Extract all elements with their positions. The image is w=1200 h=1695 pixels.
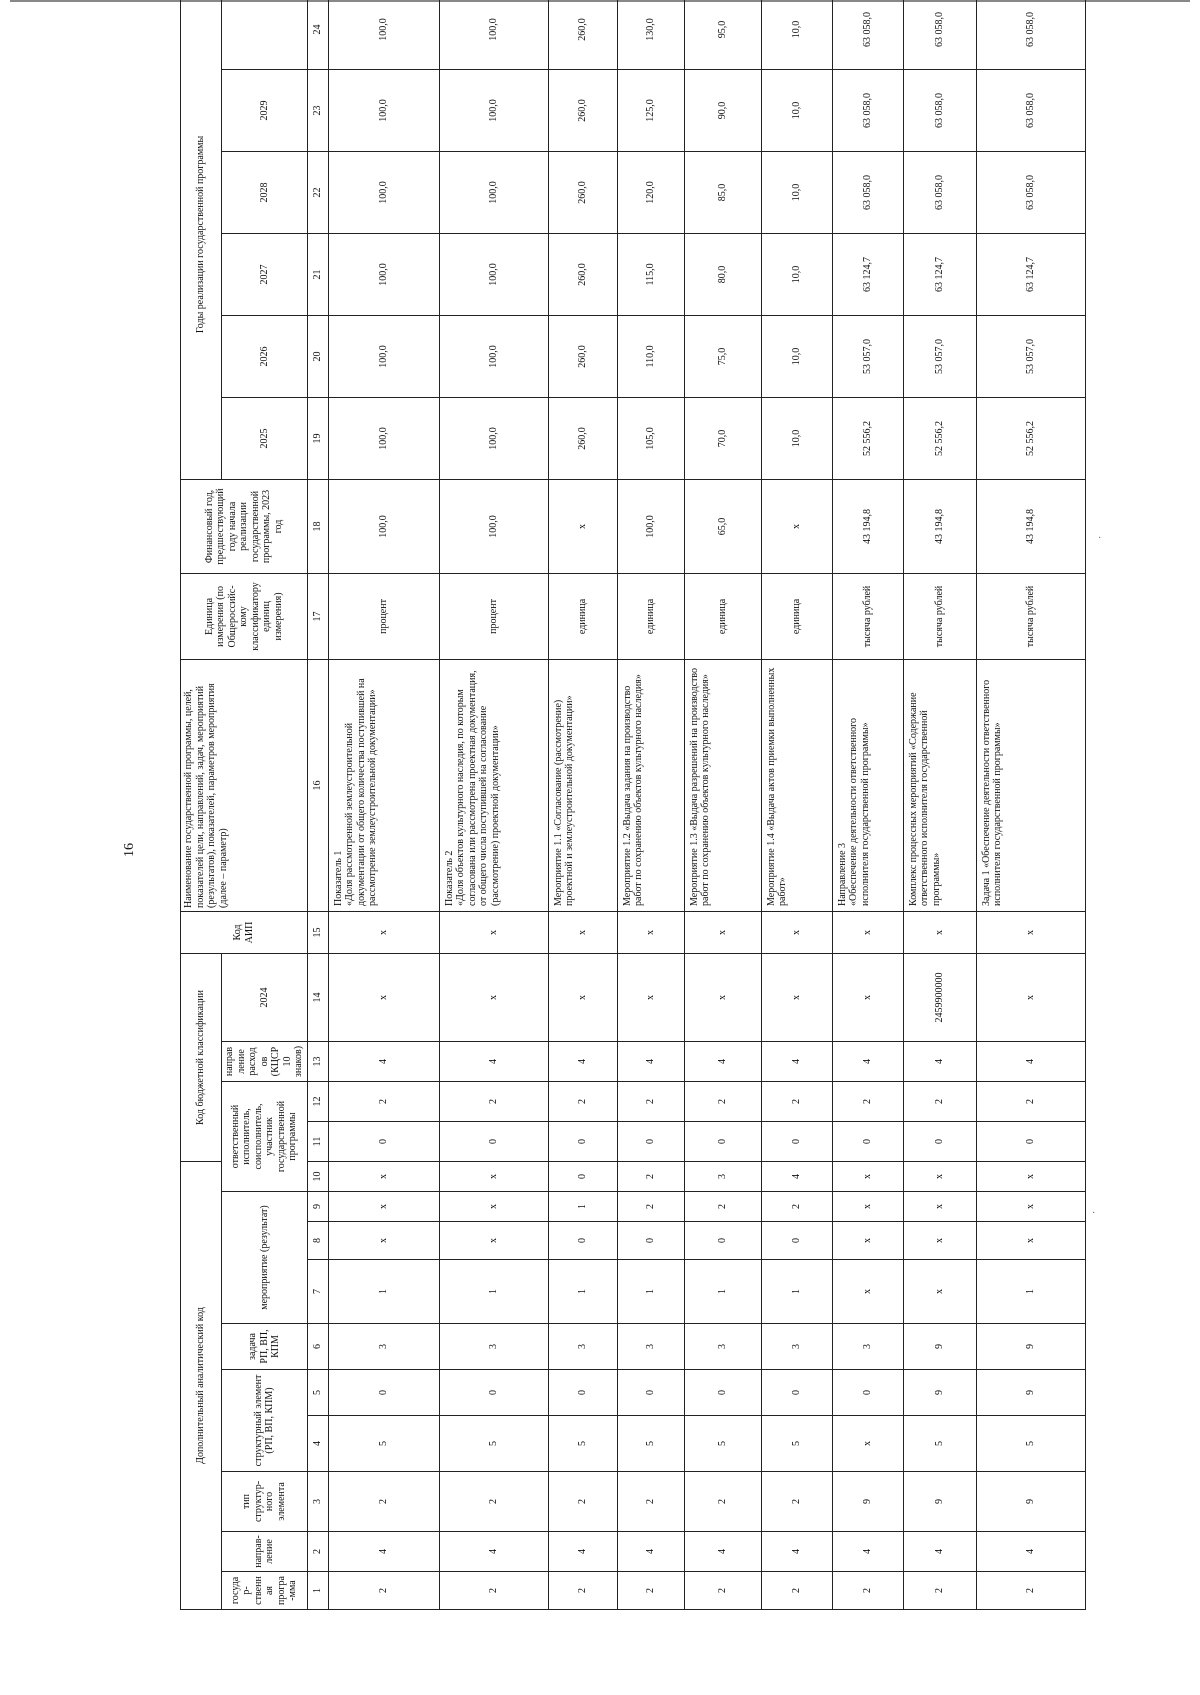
col-unit: Единица измерения (по Общероссийс-кому классификатору единиц измерения): [181, 573, 308, 659]
year-value-cell: 110,0: [617, 315, 684, 397]
code-cell: 2: [328, 1472, 439, 1532]
unit-cell: единица: [617, 573, 684, 659]
col-aip: Код АИП: [181, 911, 308, 953]
column-number: 5: [307, 1370, 328, 1416]
name-cell: [903, 659, 976, 911]
code-cell: х: [439, 1161, 548, 1191]
year-value-cell: 260,0: [548, 233, 617, 315]
code-cell: 5: [439, 1416, 548, 1472]
year-value-cell: 75,0: [684, 315, 761, 397]
scan-speck: ·: [1098, 533, 1102, 544]
code-cell: х: [328, 1222, 439, 1260]
year-value-cell: 63 124,7: [832, 233, 903, 315]
column-number: 7: [307, 1260, 328, 1324]
code-cell: 9: [903, 1472, 976, 1532]
kcsr-cell: х: [548, 953, 617, 1041]
code-cell: 1: [548, 1192, 617, 1222]
code-cell: 1: [761, 1260, 832, 1324]
code-cell: 9: [976, 1472, 1085, 1532]
code-cell: х: [976, 1222, 1085, 1260]
code-cell: х: [976, 1161, 1085, 1191]
code-cell: 0: [548, 1370, 617, 1416]
code-cell: 2: [548, 1572, 617, 1610]
year-value-cell: 63 058,0: [976, 151, 1085, 233]
year-value-cell: 63 058,0: [903, 151, 976, 233]
code-cell: 2: [976, 1572, 1085, 1610]
unit-cell: тысяча рублей: [903, 573, 976, 659]
code-cell: 0: [548, 1222, 617, 1260]
base-year-cell: 100,0: [328, 479, 439, 573]
code-cell: 3: [832, 1324, 903, 1370]
name-line: Показатель 1: [332, 850, 344, 906]
table-row: [617, 0, 684, 1610]
code-cell: 2: [617, 1572, 684, 1610]
year-value-cell: 63 058,0: [832, 69, 903, 151]
aip-cell: х: [684, 911, 761, 953]
aip-cell: х: [832, 911, 903, 953]
code-cell: х: [832, 1222, 903, 1260]
code-cell: 0: [439, 1121, 548, 1161]
col-event: мероприятие (результат): [222, 1192, 308, 1324]
column-number: 10: [307, 1161, 328, 1191]
unit-cell: единица: [684, 573, 761, 659]
col-direction: направ-ление: [222, 1532, 308, 1572]
column-number-row: [307, 0, 328, 1610]
code-cell: 0: [832, 1121, 903, 1161]
code-cell: 5: [903, 1416, 976, 1472]
table-row: [548, 0, 617, 1610]
col-element-type: тип структур-ного элемента: [222, 1472, 308, 1532]
code-cell: х: [976, 1192, 1085, 1222]
year-value-cell: 100,0: [439, 69, 548, 151]
code-cell: 9: [832, 1472, 903, 1532]
code-cell: 4: [761, 1532, 832, 1572]
column-number: 2: [307, 1532, 328, 1572]
code-cell: 0: [328, 1370, 439, 1416]
year-2025: 2025: [222, 397, 308, 479]
code-cell: х: [328, 1161, 439, 1191]
year-2028: 2028: [222, 151, 308, 233]
code-cell: 3: [684, 1161, 761, 1191]
code-cell: 2: [684, 1081, 761, 1121]
year-value-cell: 260,0: [548, 0, 617, 69]
name-line: Показатель 2: [443, 850, 455, 906]
year-value-cell: 100,0: [328, 233, 439, 315]
code-cell: 5: [761, 1416, 832, 1472]
year-value-cell: 260,0: [548, 69, 617, 151]
name-cell: [832, 659, 903, 911]
code-cell: 9: [903, 1324, 976, 1370]
year-value-cell: 53 057,0: [976, 315, 1085, 397]
column-number: 23: [307, 69, 328, 151]
kcsr-cell: 2459900000: [903, 953, 976, 1041]
name-cell: [976, 659, 1085, 911]
kcsr-cell: х: [976, 953, 1085, 1041]
code-cell: 9: [976, 1324, 1085, 1370]
code-cell: 0: [617, 1370, 684, 1416]
col-expense-direction: направление расходов (КЦСР 10 знаков): [222, 1041, 308, 1081]
code-cell: 1: [617, 1260, 684, 1324]
name-line: «Обеспечение деятельности ответственного исполнителя государственной программы»: [848, 717, 871, 906]
code-cell: х: [439, 1222, 548, 1260]
year-value-cell: 63 058,0: [832, 151, 903, 233]
code-cell: 3: [328, 1324, 439, 1370]
year-value-cell: 63 058,0: [976, 0, 1085, 69]
code-cell: 2: [617, 1472, 684, 1532]
code-cell: 0: [832, 1370, 903, 1416]
code-cell: 4: [617, 1532, 684, 1572]
column-number: 20: [307, 315, 328, 397]
year-value-cell: 100,0: [328, 0, 439, 69]
year-value-cell: 260,0: [548, 315, 617, 397]
year-value-cell: 95,0: [684, 0, 761, 69]
year-2024: 2024: [222, 953, 308, 1041]
code-cell: 2: [903, 1572, 976, 1610]
code-cell: 1: [439, 1260, 548, 1324]
name-line: Комплекс процессных мероприятий «Содержание ответственного исполнителя государственной программы»: [907, 692, 942, 906]
kcsr-cell: х: [328, 953, 439, 1041]
code-cell: 0: [684, 1121, 761, 1161]
name-cell: [684, 659, 761, 911]
aip-cell: х: [976, 911, 1085, 953]
col-structural-element: структурный элемент (РП, ВП, КПМ): [222, 1370, 308, 1472]
column-number: 22: [307, 151, 328, 233]
year-value-cell: 105,0: [617, 397, 684, 479]
name-cell: [328, 659, 439, 911]
code-cell: 0: [548, 1121, 617, 1161]
code-cell: 3: [761, 1324, 832, 1370]
base-year-cell: 100,0: [439, 479, 548, 573]
unit-cell: тысяча рублей: [832, 573, 903, 659]
aip-cell: х: [328, 911, 439, 953]
rotated-table-sheet: [122, 11, 1072, 1610]
aip-cell: х: [617, 911, 684, 953]
year-value-cell: 115,0: [617, 233, 684, 315]
aip-cell: х: [548, 911, 617, 953]
table-row: [684, 0, 761, 1610]
base-year-cell: 43 194,8: [903, 479, 976, 573]
year-value-cell: 100,0: [328, 69, 439, 151]
column-number: 17: [307, 573, 328, 659]
table-row: [832, 0, 903, 1610]
year-value-cell: 100,0: [328, 315, 439, 397]
code-cell: 0: [617, 1121, 684, 1161]
kcsr-cell: х: [832, 953, 903, 1041]
code-cell: 2: [617, 1161, 684, 1191]
code-cell: 2: [439, 1572, 548, 1610]
code-cell: 0: [761, 1370, 832, 1416]
code-cell: 2: [903, 1081, 976, 1121]
name-line: Мероприятие 1.2 «Выдача задания на производство работ по сохранению объектов культурного наследия»: [621, 674, 644, 906]
code-cell: 0: [761, 1121, 832, 1161]
code-cell: 4: [684, 1041, 761, 1081]
column-number: 4: [307, 1416, 328, 1472]
col-task: задача РП, ВП, КПМ: [222, 1324, 308, 1370]
code-cell: 0: [328, 1121, 439, 1161]
code-cell: 0: [761, 1222, 832, 1260]
code-cell: 2: [832, 1081, 903, 1121]
column-number: 6: [307, 1324, 328, 1370]
code-cell: 0: [439, 1370, 548, 1416]
code-cell: 5: [328, 1416, 439, 1472]
group-years: Годы реализации государственной программы: [181, 0, 222, 479]
program-table: [180, 0, 1086, 1610]
code-cell: 0: [684, 1370, 761, 1416]
year-2029: 2029: [222, 69, 308, 151]
base-year-cell: 65,0: [684, 479, 761, 573]
code-cell: 1: [328, 1260, 439, 1324]
column-number: 12: [307, 1081, 328, 1121]
code-cell: 3: [439, 1324, 548, 1370]
year-value-cell: 80,0: [684, 233, 761, 315]
code-cell: 2: [761, 1572, 832, 1610]
name-line: Мероприятие 1.1 «Согласование (рассмотрение) проектной и землеустроительной документации»: [552, 695, 575, 906]
code-cell: 4: [439, 1041, 548, 1081]
year-value-cell: 10,0: [761, 397, 832, 479]
code-cell: 4: [761, 1161, 832, 1191]
code-cell: 1: [548, 1260, 617, 1324]
year-value-cell: 100,0: [328, 397, 439, 479]
code-cell: 5: [548, 1416, 617, 1472]
code-cell: 3: [617, 1324, 684, 1370]
year-value-cell: 260,0: [548, 151, 617, 233]
unit-cell: процент: [328, 573, 439, 659]
col-program: государ-ственная програ-мма: [222, 1572, 308, 1610]
year-value-cell: 100,0: [439, 233, 548, 315]
year-value-cell: 53 057,0: [903, 315, 976, 397]
col-base-year: Финансовый год, предшествующий году начала реализации государственной программы, 2023 год: [181, 479, 308, 573]
code-cell: 4: [548, 1041, 617, 1081]
base-year-cell: 43 194,8: [976, 479, 1085, 573]
code-cell: 3: [684, 1324, 761, 1370]
column-number: 19: [307, 397, 328, 479]
code-cell: 2: [439, 1081, 548, 1121]
code-cell: 3: [548, 1324, 617, 1370]
kcsr-cell: х: [439, 953, 548, 1041]
code-cell: х: [903, 1222, 976, 1260]
code-cell: 4: [548, 1532, 617, 1572]
year-value-cell: 100,0: [328, 151, 439, 233]
year-value-cell: 10,0: [761, 233, 832, 315]
column-number: 24: [307, 0, 328, 69]
year-value-cell: 90,0: [684, 69, 761, 151]
table-row: [903, 0, 976, 1610]
base-year-cell: 100,0: [617, 479, 684, 573]
code-cell: 2: [439, 1472, 548, 1532]
year-value-cell: 53 057,0: [832, 315, 903, 397]
kcsr-cell: х: [617, 953, 684, 1041]
code-cell: 2: [328, 1081, 439, 1121]
year-value-cell: 120,0: [617, 151, 684, 233]
col-name: Наименование государственной программы, целей, показателей цели, направлений, задач, мероприятий (результатов), показателей, параметров мероприятия (далее – параметр): [181, 659, 308, 911]
year-value-cell: 63 124,7: [976, 233, 1085, 315]
code-cell: 5: [617, 1416, 684, 1472]
code-cell: х: [903, 1161, 976, 1191]
page-number: 16: [122, 843, 137, 857]
column-number: 13: [307, 1041, 328, 1081]
code-cell: 9: [976, 1370, 1085, 1416]
column-number: 18: [307, 479, 328, 573]
column-number: 11: [307, 1121, 328, 1161]
year-value-cell: 52 556,2: [903, 397, 976, 479]
year-value-cell: 63 058,0: [903, 69, 976, 151]
year-value-cell: 63 058,0: [976, 69, 1085, 151]
table-row: [761, 0, 832, 1610]
group-additional-code: Дополнительный аналитический код: [181, 1161, 222, 1609]
code-cell: 4: [328, 1532, 439, 1572]
code-cell: х: [903, 1260, 976, 1324]
name-line: «Доля рассмотренной землеустроительной документации от общего количества поступившей на рассмотрение землеустроительной документации»: [344, 678, 378, 906]
code-cell: х: [832, 1416, 903, 1472]
year-value-cell: 100,0: [439, 0, 548, 69]
code-cell: 4: [832, 1532, 903, 1572]
code-cell: 4: [439, 1532, 548, 1572]
unit-cell: тысяча рублей: [976, 573, 1085, 659]
code-cell: 2: [976, 1081, 1085, 1121]
code-cell: х: [328, 1192, 439, 1222]
year-value-cell: 10,0: [761, 69, 832, 151]
year-value-cell: 63 124,7: [903, 233, 976, 315]
column-number: 8: [307, 1222, 328, 1260]
year-value-cell: 10,0: [761, 315, 832, 397]
year-value-cell: 52 556,2: [976, 397, 1085, 479]
year-value-cell: 260,0: [548, 397, 617, 479]
col-executor: ответственный исполнитель, соисполнитель, участник государственной программы: [222, 1081, 308, 1191]
code-cell: 2: [328, 1572, 439, 1610]
scan-speck: ·: [1092, 1208, 1096, 1219]
column-number: 1: [307, 1572, 328, 1610]
code-cell: х: [903, 1192, 976, 1222]
year-value-cell: 10,0: [761, 151, 832, 233]
name-cell: [617, 659, 684, 911]
name-line: «Доля объектов культурного наследия, по которым согласована или рассмотрена проектная документация, от общего числа поступившей на согласование (рассмотрение) проектной документации»: [455, 670, 501, 906]
year-2026: 2026: [222, 315, 308, 397]
name-line: Мероприятие 1.3 «Выдача разрешений на производство работ по сохранению объектов культурного наследия»: [688, 667, 711, 906]
code-cell: 4: [976, 1532, 1085, 1572]
code-cell: х: [832, 1260, 903, 1324]
unit-cell: процент: [439, 573, 548, 659]
column-number: 16: [307, 659, 328, 911]
code-cell: 2: [684, 1192, 761, 1222]
year-value-cell: 130,0: [617, 0, 684, 69]
year-value-cell: 125,0: [617, 69, 684, 151]
code-cell: 5: [684, 1416, 761, 1472]
name-line: Задача 1 «Обеспечение деятельности ответственного исполнителя государственной программы»: [980, 679, 1003, 906]
code-cell: х: [832, 1192, 903, 1222]
name-cell: [548, 659, 617, 911]
code-cell: 1: [976, 1260, 1085, 1324]
code-cell: 2: [617, 1081, 684, 1121]
year-value-cell: 85,0: [684, 151, 761, 233]
name-line: Направление 3: [836, 842, 848, 906]
code-cell: 0: [684, 1222, 761, 1260]
code-cell: 2: [761, 1472, 832, 1532]
name-line: Мероприятие 1.4 «Выдача актов приемки выполненных работ»: [765, 667, 788, 906]
code-cell: 0: [548, 1161, 617, 1191]
code-cell: 2: [761, 1192, 832, 1222]
code-cell: 4: [903, 1041, 976, 1081]
kcsr-cell: х: [761, 953, 832, 1041]
year-value-cell: 52 556,2: [832, 397, 903, 479]
code-cell: 1: [684, 1260, 761, 1324]
code-cell: 2: [761, 1081, 832, 1121]
code-cell: 0: [617, 1222, 684, 1260]
base-year-cell: х: [761, 479, 832, 573]
code-cell: 4: [903, 1532, 976, 1572]
column-number: 15: [307, 911, 328, 953]
unit-cell: единица: [548, 573, 617, 659]
aip-cell: х: [439, 911, 548, 953]
year-value-cell: 100,0: [439, 315, 548, 397]
code-cell: 4: [832, 1041, 903, 1081]
code-cell: 2: [548, 1472, 617, 1532]
aip-cell: х: [903, 911, 976, 953]
code-cell: х: [439, 1192, 548, 1222]
code-cell: 2: [684, 1572, 761, 1610]
table-row: [328, 0, 439, 1610]
code-cell: 2: [832, 1572, 903, 1610]
code-cell: 4: [328, 1041, 439, 1081]
year-value-cell: 70,0: [684, 397, 761, 479]
table-row: [439, 0, 548, 1610]
table-row: [976, 0, 1085, 1610]
base-year-cell: х: [548, 479, 617, 573]
name-cell: [761, 659, 832, 911]
unit-cell: единица: [761, 573, 832, 659]
column-number: 14: [307, 953, 328, 1041]
year-2027: 2027: [222, 233, 308, 315]
column-number: 21: [307, 233, 328, 315]
year-value-cell: 100,0: [439, 397, 548, 479]
code-cell: х: [832, 1161, 903, 1191]
code-cell: 2: [684, 1472, 761, 1532]
aip-cell: х: [761, 911, 832, 953]
code-cell: 4: [684, 1532, 761, 1572]
year-value-cell: 100,0: [439, 151, 548, 233]
code-cell: 2: [548, 1081, 617, 1121]
name-cell: [439, 659, 548, 911]
year-value-cell: 63 058,0: [832, 0, 903, 69]
year-value-cell: 63 058,0: [903, 0, 976, 69]
column-number: 3: [307, 1472, 328, 1532]
code-cell: 4: [617, 1041, 684, 1081]
code-cell: 5: [976, 1416, 1085, 1472]
code-cell: 9: [903, 1370, 976, 1416]
code-cell: 0: [903, 1121, 976, 1161]
code-cell: 2: [617, 1192, 684, 1222]
column-number: 9: [307, 1192, 328, 1222]
code-cell: 4: [976, 1041, 1085, 1081]
group-budget-code: Код бюджетной классификации: [181, 953, 222, 1161]
kcsr-cell: х: [684, 953, 761, 1041]
code-cell: 0: [976, 1121, 1085, 1161]
code-cell: 4: [761, 1041, 832, 1081]
year-value-cell: 10,0: [761, 0, 832, 69]
base-year-cell: 43 194,8: [832, 479, 903, 573]
